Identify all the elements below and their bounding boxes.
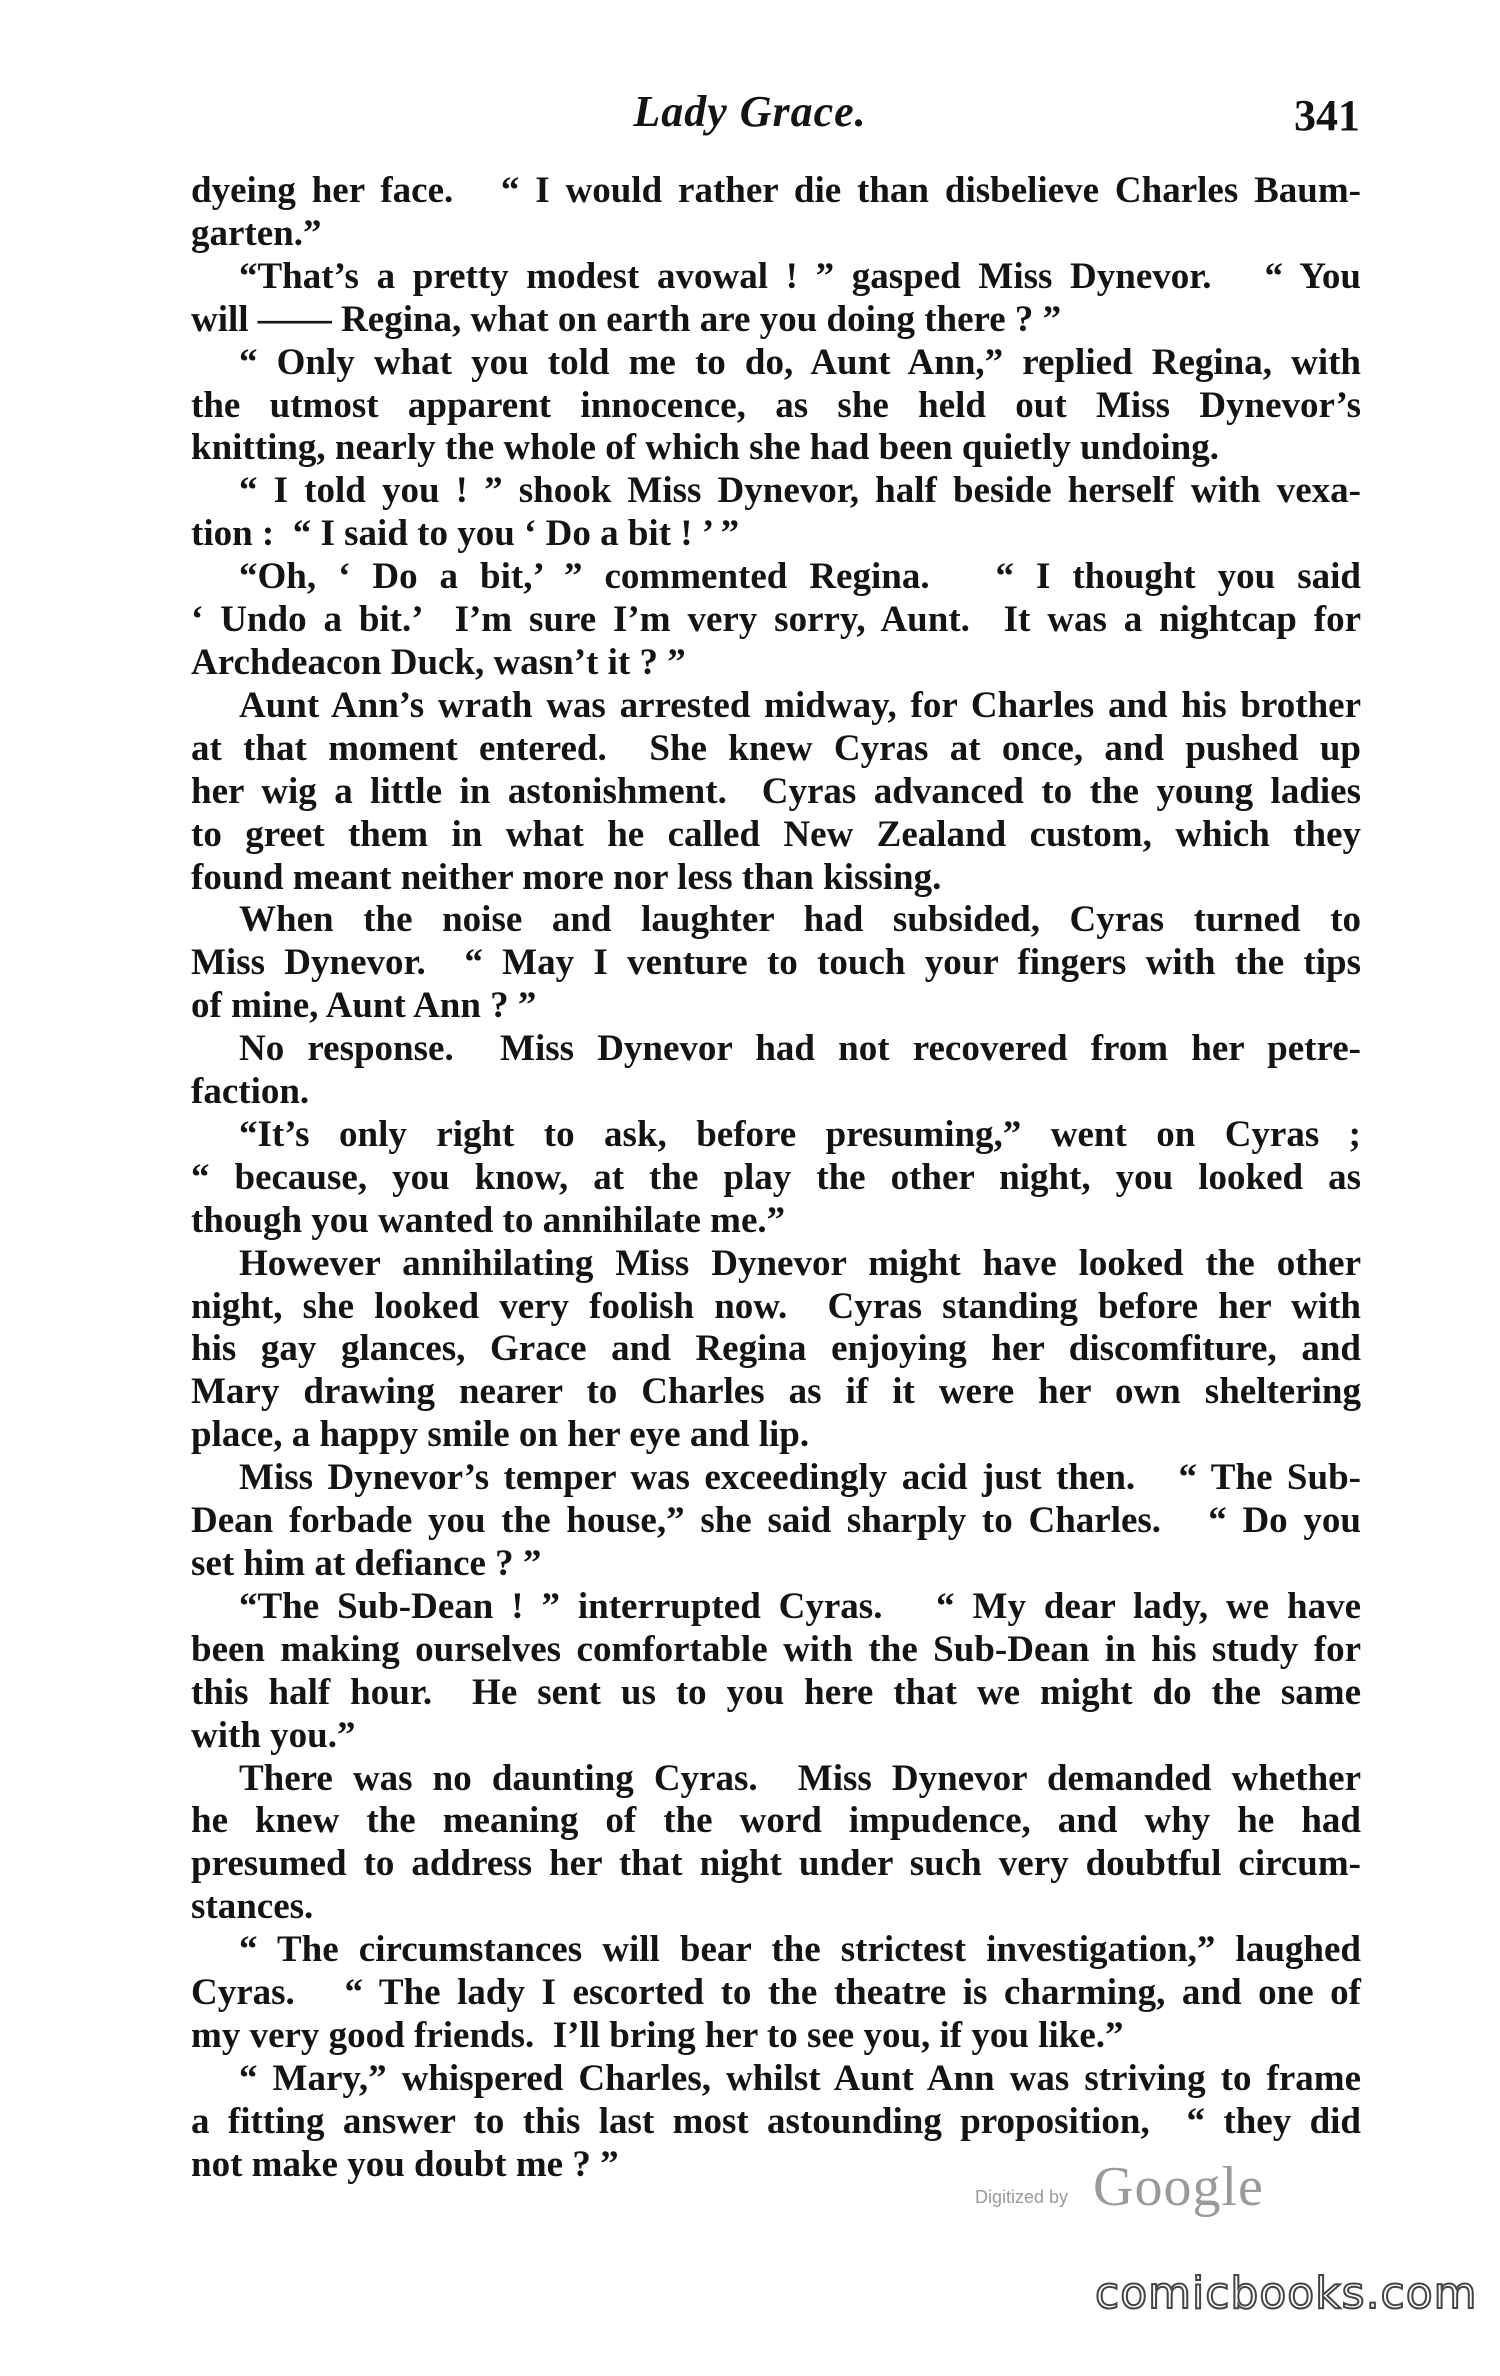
text-line: found meant neither more nor less than kissing. (191, 856, 942, 898)
text-line: stances. (191, 1886, 314, 1928)
text-line: at that moment entered. She knew Cyras at once, and pushed up (191, 727, 1361, 769)
text-line: Dean forbade you the house,” she said sharply to Charles. “ Do you (191, 1500, 1361, 1542)
text-line: night, she looked very foolish now. Cyras standing before her with (191, 1285, 1361, 1327)
text-line: “ because, you know, at the play the other night, you looked as (191, 1156, 1361, 1198)
text-line: his gay glances, Grace and Regina enjoying her discomfiture, and (191, 1328, 1361, 1370)
google-logo: Google (1093, 2156, 1264, 2218)
text-line: There was no daunting Cyras. Miss Dynevor demanded whether (239, 1757, 1361, 1799)
google-digitized-mark (975, 2155, 1305, 2235)
body-text (191, 170, 1361, 2187)
text-line: However annihilating Miss Dynevor might have looked the other (239, 1242, 1361, 1284)
text-line: a fitting answer to this last most astounding proposition, “ they did (191, 2100, 1361, 2142)
text-line: garten.” (191, 212, 322, 254)
text-line: place, a happy smile on her eye and lip. (191, 1414, 810, 1456)
text-line: though you wanted to annihilate me.” (191, 1199, 786, 1241)
page-number: 341 (1294, 91, 1360, 140)
text-line: this half hour. He sent us to you here that we might do the same (191, 1671, 1361, 1713)
text-line: of mine, Aunt Ann ? ” (191, 985, 537, 1027)
page-header (0, 78, 1500, 148)
text-line: Cyras. “ The lady I escorted to the theatre is charming, and one of (191, 1972, 1361, 2014)
text-line: not make you doubt me ? ” (191, 2143, 619, 2185)
text-line: “ Mary,” whispered Charles, whilst Aunt Ann was striving to frame (239, 2057, 1361, 2099)
text-line: knitting, nearly the whole of which she had been quietly undoing. (191, 427, 1219, 469)
text-line: Aunt Ann’s wrath was arrested midway, for Charles and his brother (239, 684, 1361, 726)
text-line: “It’s only right to ask, before presuming,” went on Cyras ; (239, 1113, 1361, 1155)
text-line: faction. (191, 1071, 310, 1113)
watermark: comicbooks.com (1095, 2268, 1478, 2319)
text-line: he knew the meaning of the word impudence, and why he had (191, 1800, 1361, 1842)
text-line: “ I told you ! ” shook Miss Dynevor, half beside herself with vexa- (239, 470, 1361, 512)
text-line: No response. Miss Dynevor had not recovered from her petre- (239, 1028, 1361, 1070)
text-line: When the noise and laughter had subsided, Cyras turned to (239, 899, 1361, 941)
text-line: “That’s a pretty modest avowal ! ” gasped Miss Dynevor. “ You (239, 255, 1361, 297)
text-line: her wig a little in astonishment. Cyras advanced to the young ladies (191, 770, 1361, 812)
text-line: been making ourselves comfortable with the Sub-Dean in his study for (191, 1628, 1361, 1670)
text-line: to greet them in what he called New Zealand custom, which they (191, 813, 1361, 855)
text-line: the utmost apparent innocence, as she held out Miss Dynevor’s (191, 384, 1361, 426)
text-line: tion : “ I said to you ‘ Do a bit ! ’ ” (191, 513, 740, 555)
text-line: ‘ Undo a bit.’ I’m sure I’m very sorry, Aunt. It was a nightcap for (191, 599, 1361, 641)
running-title: Lady Grace. (633, 87, 867, 136)
text-line: Archdeacon Duck, wasn’t it ? ” (191, 641, 686, 683)
text-line: “Oh, ‘ Do a bit,’ ” commented Regina. “ I thought you said (239, 556, 1361, 598)
text-line: Mary drawing nearer to Charles as if it were her own sheltering (191, 1371, 1361, 1413)
text-line: with you.” (191, 1714, 356, 1756)
digitized-by-label: Digitized by (975, 2187, 1069, 2207)
text-line: presumed to address her that night under such very doubtful circum- (191, 1843, 1361, 1885)
text-line: dyeing her face. “ I would rather die than disbelieve Charles Baum- (191, 170, 1361, 211)
text-line: “ Only what you told me to do, Aunt Ann,” replied Regina, with (239, 341, 1361, 383)
text-line: “ The circumstances will bear the strictest investigation,” laughed (239, 1929, 1361, 1971)
text-line: Miss Dynevor. “ May I venture to touch your fingers with the tips (191, 942, 1361, 984)
text-line: set him at defiance ? ” (191, 1543, 542, 1584)
text-line: “The Sub-Dean ! ” interrupted Cyras. “ My dear lady, we have (239, 1585, 1361, 1627)
text-line: will —— Regina, what on earth are you doing there ? ” (191, 298, 1062, 340)
text-line: Miss Dynevor’s temper was exceedingly acid just then. “ The Sub- (239, 1457, 1361, 1499)
text-line: my very good friends. I’ll bring her to see you, if you like.” (191, 2014, 1124, 2056)
